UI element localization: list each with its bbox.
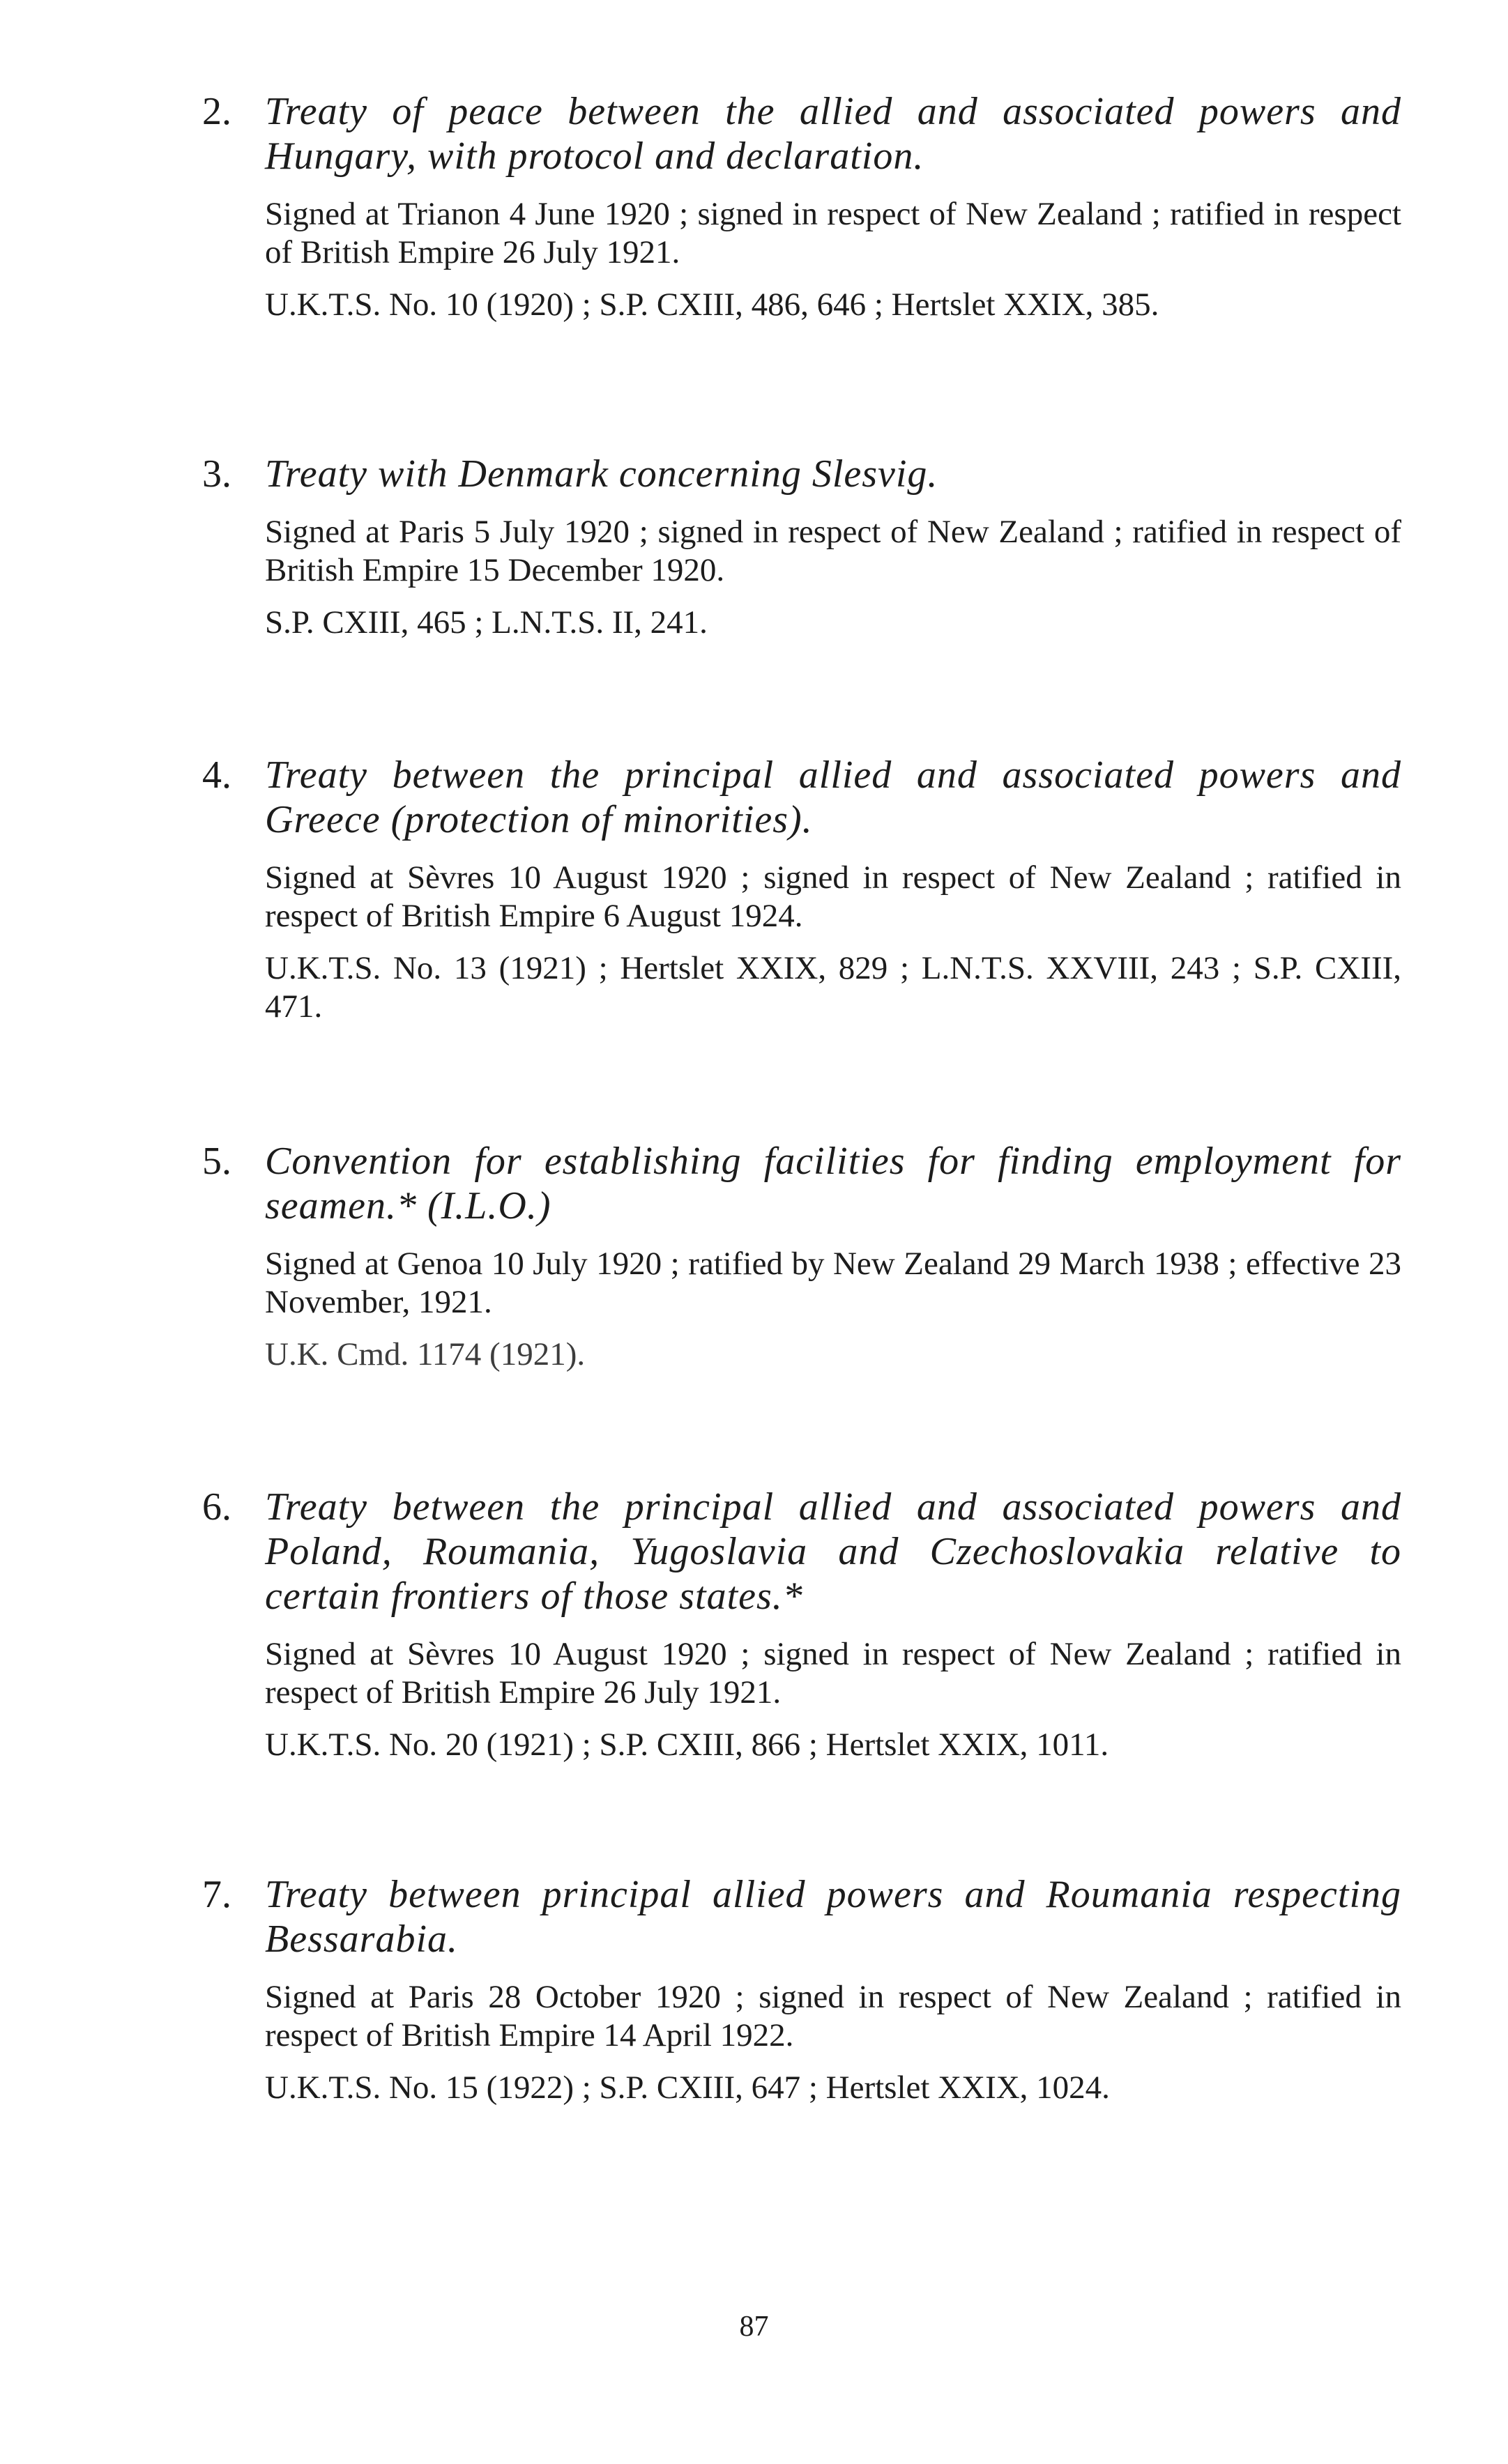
treaty-entry-7 [202, 1872, 1401, 2107]
entry-details: Signed at Paris 28 October 1920 ; signed in respect of New Zealand ; ratified in respect of British Empire 14 April 1922. [265, 1979, 1401, 2053]
entry-references: S.P. CXIII, 465 ; L.N.T.S. II, 241. [265, 604, 708, 641]
entry-title: Treaty between principal allied powers and Roumania respecting Bessarabia. [265, 1873, 1401, 1961]
entry-references: U.K. Cmd. 1174 (1921). [265, 1336, 586, 1372]
entry-details: Signed at Genoa 10 July 1920 ; ratified by New Zealand 29 March 1938 ; effective 23 November, 1921. [265, 1246, 1401, 1320]
entry-details: Signed at Trianon 4 June 1920 ; signed in respect of New Zealand ; ratified in respect of British Empire 26 July 1921. [265, 196, 1401, 270]
entry-references: U.K.T.S. No. 10 (1920) ; S.P. CXIII, 486, 646 ; Hertslet XXIX, 385. [265, 286, 1159, 323]
treaty-entry-3 [202, 452, 1401, 642]
entry-title: Treaty of peace between the allied and associated powers and Hungary, with protocol and declaration. [265, 90, 1401, 178]
entry-references: U.K.T.S. No. 20 (1921) ; S.P. CXIII, 866 ; Hertslet XXIX, 1011. [265, 1727, 1109, 1763]
treaty-entry-6 [202, 1485, 1401, 1764]
entry-references: U.K.T.S. No. 13 (1921) ; Hertslet XXIX, 829 ; L.N.T.S. XXVIII, 243 ; S.P. CXIII, 471. [265, 950, 1401, 1025]
entry-number: 2. [202, 90, 231, 133]
entry-number: 4. [202, 753, 231, 797]
treaty-entry-5 [202, 1139, 1401, 1374]
entry-number: 3. [202, 452, 231, 496]
entry-details: Signed at Sèvres 10 August 1920 ; signed in respect of New Zealand ; ratified in respect of British Empire 6 August 1924. [265, 859, 1401, 934]
entry-details: Signed at Paris 5 July 1920 ; signed in respect of New Zealand ; ratified in respect of British Empire 15 December 1920. [265, 514, 1401, 588]
entry-title: Treaty between the principal allied and associated powers and Greece (protection of minorities). [265, 753, 1401, 841]
entry-title: Treaty between the principal allied and associated powers and Poland, Roumania, Yugoslavia and Czechoslovakia relative to certain frontiers of those states.* [265, 1485, 1401, 1618]
entry-details: Signed at Sèvres 10 August 1920 ; signed in respect of New Zealand ; ratified in respect of British Empire 26 July 1921. [265, 1636, 1401, 1711]
treaty-entry-4 [202, 753, 1401, 1026]
entry-references: U.K.T.S. No. 15 (1922) ; S.P. CXIII, 647 ; Hertslet XXIX, 1024. [265, 2069, 1110, 2106]
entry-number: 6. [202, 1485, 231, 1529]
entry-number: 7. [202, 1873, 231, 1916]
entry-number: 5. [202, 1140, 231, 1183]
page-number: 87 [739, 2311, 769, 2343]
treaty-entry-2 [202, 89, 1401, 324]
entry-title: Treaty with Denmark concerning Slesvig. [265, 452, 938, 496]
entry-title: Convention for establishing facilities for finding employment for seamen.* (I.L.O.) [265, 1140, 1401, 1227]
